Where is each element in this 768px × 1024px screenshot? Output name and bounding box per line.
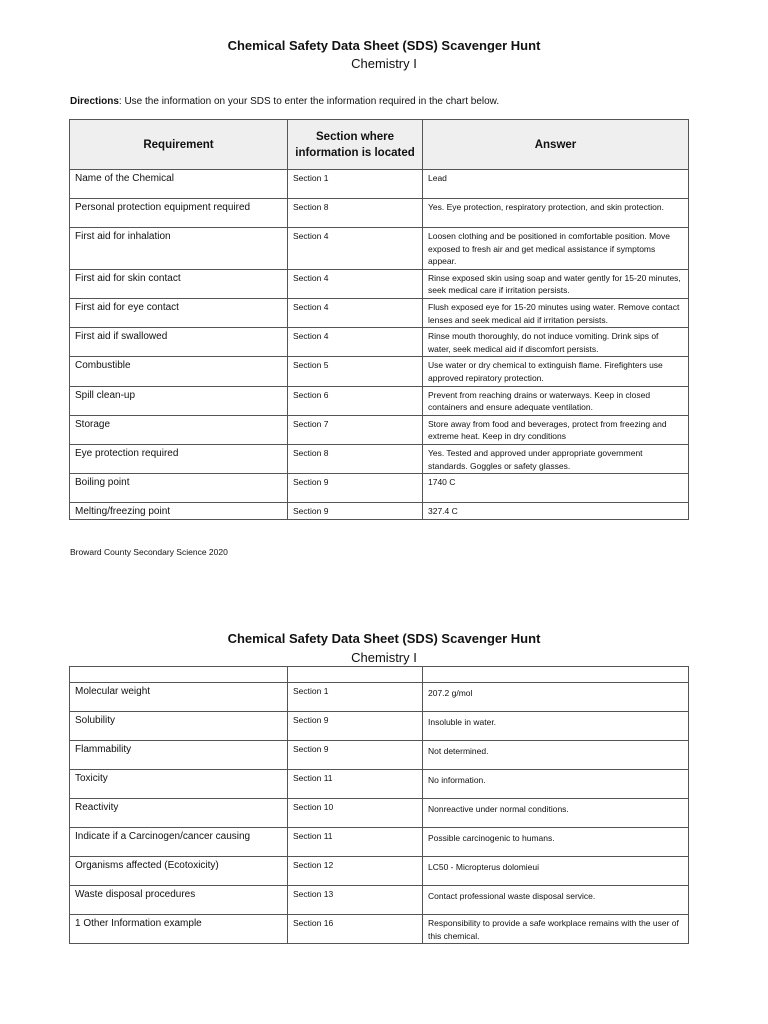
answer-cell: Contact professional waste disposal service. (423, 886, 689, 915)
requirement-cell: 1 Other Information example (70, 915, 288, 944)
table-row (70, 386, 689, 415)
page-subtitle-2: Chemistry I (351, 650, 417, 665)
answer-cell: 207.2 g/mol (423, 683, 689, 712)
requirement-cell: Indicate if a Carcinogen/cancer causing (70, 828, 288, 857)
answer-cell: Rinse mouth thoroughly, do not induce vomiting. Drink sips of water, seek medical aid if discomfort persists. (423, 328, 689, 357)
answer-cell: Yes. Eye protection, respiratory protection, and skin protection. (423, 199, 689, 228)
section-cell: Section 9 (288, 474, 423, 503)
table-row (70, 328, 689, 357)
table-row (70, 828, 689, 857)
requirement-cell: First aid for inhalation (70, 228, 288, 270)
directions-text: : Use the information on your SDS to enter the information required in the chart below. (118, 96, 500, 107)
answer-cell: Lead (423, 170, 689, 199)
answer-cell: Rinse exposed skin using soap and water gently for 15-20 minutes, seek medical care if irritation persists. (423, 269, 689, 298)
table-row (70, 298, 689, 327)
section-cell: Section 7 (288, 415, 423, 444)
answer-cell: Responsibility to provide a safe workplace remains with the user of this chemical. (423, 915, 689, 944)
requirement-cell: First aid if swallowed (70, 328, 288, 357)
table-row (70, 357, 689, 386)
directions-label: Directions (70, 96, 119, 107)
requirement-cell: First aid for eye contact (70, 298, 288, 327)
table-row (70, 770, 689, 799)
answer-cell: Prevent from reaching drains or waterways. Keep in closed containers and ensure adequate ventilation. (423, 386, 689, 415)
answer-cell: Flush exposed eye for 15-20 minutes using water. Remove contact lenses and seek medical aid if irritation persists. (423, 298, 689, 327)
section-cell: Section 9 (288, 503, 423, 520)
answer-cell: Not determined. (423, 741, 689, 770)
requirement-cell: Molecular weight (70, 683, 288, 712)
section-cell: Section 5 (288, 357, 423, 386)
requirement-cell: Storage (70, 415, 288, 444)
table-row (70, 503, 689, 520)
table-row (70, 857, 689, 886)
section-cell: Section 8 (288, 199, 423, 228)
table-row (70, 712, 689, 741)
answer-cell: Insoluble in water. (423, 712, 689, 741)
requirement-cell: Eye protection required (70, 444, 288, 473)
footer-text: Broward County Secondary Science 2020 (70, 547, 228, 557)
table-row (70, 228, 689, 270)
answer-cell: Store away from food and beverages, protect from freezing and extreme heat. Keep in dry conditions (423, 415, 689, 444)
table-row (70, 799, 689, 828)
answer-cell: Possible carcinogenic to humans. (423, 828, 689, 857)
table-row (70, 915, 689, 944)
empty-cell (288, 667, 423, 683)
table-row (70, 415, 689, 444)
table-row (70, 741, 689, 770)
requirement-cell: Name of the Chemical (70, 170, 288, 199)
answer-cell: Yes. Tested and approved under appropriate government standards. Goggles or safety glasses. (423, 444, 689, 473)
table-row (70, 269, 689, 298)
section-cell: Section 16 (288, 915, 423, 944)
header-answer: Answer (423, 120, 689, 170)
section-cell: Section 8 (288, 444, 423, 473)
table-row (70, 683, 689, 712)
answer-cell: Loosen clothing and be positioned in comfortable position. Move exposed to fresh air and get medical assistance if symptoms appear. (423, 228, 689, 270)
table-row (70, 199, 689, 228)
section-cell: Section 12 (288, 857, 423, 886)
requirement-cell: Flammability (70, 741, 288, 770)
answer-cell: Nonreactive under normal conditions. (423, 799, 689, 828)
answer-cell: 1740 C (423, 474, 689, 503)
section-cell: Section 13 (288, 886, 423, 915)
table-row-spacer (70, 667, 689, 683)
requirement-cell: First aid for skin contact (70, 269, 288, 298)
page-subtitle: Chemistry I (351, 56, 417, 71)
requirement-cell: Melting/freezing point (70, 503, 288, 520)
table-row (70, 886, 689, 915)
answer-cell: No information. (423, 770, 689, 799)
section-cell: Section 10 (288, 799, 423, 828)
requirement-cell: Solubility (70, 712, 288, 741)
table-row (70, 474, 689, 503)
section-cell: Section 11 (288, 828, 423, 857)
section-cell: Section 1 (288, 683, 423, 712)
header-requirement: Requirement (70, 120, 288, 170)
section-cell: Section 9 (288, 741, 423, 770)
section-cell: Section 6 (288, 386, 423, 415)
page-title-2: Chemical Safety Data Sheet (SDS) Scavenger Hunt (227, 631, 541, 646)
section-cell: Section 1 (288, 170, 423, 199)
requirement-cell: Combustible (70, 357, 288, 386)
requirement-cell: Toxicity (70, 770, 288, 799)
section-cell: Section 9 (288, 712, 423, 741)
table-row (70, 170, 689, 199)
section-cell: Section 11 (288, 770, 423, 799)
section-cell: Section 4 (288, 228, 423, 270)
sds-table-1 (69, 119, 689, 520)
directions (70, 96, 499, 107)
empty-cell (70, 667, 288, 683)
section-cell: Section 4 (288, 298, 423, 327)
section-cell: Section 4 (288, 269, 423, 298)
header-section: Section where information is located (288, 120, 423, 170)
requirement-cell: Personal protection equipment required (70, 199, 288, 228)
sds-table-2 (69, 666, 689, 944)
empty-cell (423, 667, 689, 683)
requirement-cell: Boiling point (70, 474, 288, 503)
page-title: Chemical Safety Data Sheet (SDS) Scavenger Hunt (227, 38, 541, 53)
requirement-cell: Organisms affected (Ecotoxicity) (70, 857, 288, 886)
requirement-cell: Spill clean-up (70, 386, 288, 415)
answer-cell: Use water or dry chemical to extinguish flame. Firefighters use approved repiratory protection. (423, 357, 689, 386)
table-row (70, 444, 689, 473)
answer-cell: LC50 - Micropterus dolomieui (423, 857, 689, 886)
requirement-cell: Waste disposal procedures (70, 886, 288, 915)
requirement-cell: Reactivity (70, 799, 288, 828)
section-cell: Section 4 (288, 328, 423, 357)
answer-cell: 327.4 C (423, 503, 689, 520)
